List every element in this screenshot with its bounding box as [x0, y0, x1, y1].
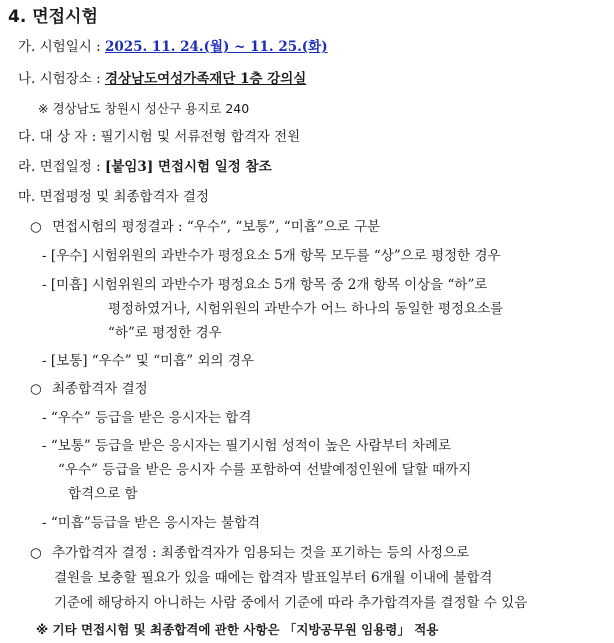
- item-ga-label: 시험일시 :: [39, 39, 101, 55]
- sub1-dash-excellent: - [우수] 시험위원의 과반수가 평정요소 5개 항목 모두를 “상”으로 평정한 경우: [42, 248, 501, 264]
- item-da-label: 대 상 자 :: [39, 129, 97, 145]
- item-ra-marker: 라.: [18, 159, 36, 175]
- sub3-line1: [30, 544, 469, 562]
- sub1: [30, 218, 380, 236]
- item-da-marker: 다.: [18, 129, 36, 145]
- circle-bullet-icon: ○: [30, 545, 42, 561]
- item-da: [18, 128, 300, 146]
- sub2-dash-normal-line3: 합격으로 함: [68, 486, 138, 502]
- sub3-text-line3: 기준에 해당하지 아니하는 사람 중에서 기준에 따라 추가합격자를 결정할 수 있음: [54, 595, 528, 611]
- sub2-text: 최종합격자 결정: [52, 381, 148, 397]
- sub1-dash-poor-line2: 평정하였거나, 시험위원의 과반수가 어느 하나의 동일한 평정요소를: [108, 301, 504, 317]
- sub3-text-line1: 추가합격자 결정 : 최종합격자가 임용되는 것을 포기하는 등의 사정으로: [52, 545, 470, 561]
- exam-venue: 경상남도여성가족재단 1층 강의실: [104, 71, 307, 87]
- item-da-value: 필기시험 및 서류전형 합격자 전원: [100, 129, 301, 145]
- item-ma-marker: 마.: [18, 189, 36, 205]
- sub2-dash-excellent: - “우수” 등급을 받은 응시자는 합격: [42, 410, 252, 426]
- item-na-marker: 나.: [18, 71, 36, 87]
- exam-date: 2025. 11. 24.(월) ~ 11. 25.(화): [104, 39, 328, 55]
- venue-address-note: ※ 경상남도 창원시 성산구 용지로 240: [38, 101, 250, 116]
- sub2-dash-poor: - “미흡”등급을 받은 응시자는 불합격: [42, 515, 261, 531]
- sub2-dash-normal-line1: - “보통” 등급을 받은 응시자는 필기시험 성적이 높은 사람부터 차례로: [42, 438, 452, 454]
- item-ra: [18, 158, 272, 176]
- sub2: [30, 380, 148, 398]
- sub1-dash-poor-line1: - [미흡] 시험위원의 과반수가 평정요소 5개 항목 중 2개 항목 이상을 “하”로: [42, 277, 488, 293]
- item-na-label: 시험장소 :: [39, 71, 101, 87]
- section-title: 4. 면접시험: [8, 7, 98, 27]
- item-ga: [18, 38, 328, 56]
- sub1-dash-normal: - [보통] “우수” 및 “미흡” 외의 경우: [42, 353, 254, 369]
- footer-note: ※ 기타 면접시험 및 최종합격에 관한 사항은 「지방공무원 임용령」 적용: [36, 622, 439, 637]
- item-ma-label: 면접평정 및 최종합격자 결정: [39, 189, 210, 205]
- circle-bullet-icon: ○: [30, 219, 42, 235]
- item-ra-label: 면접일정 :: [39, 159, 101, 175]
- sub2-dash-normal-line2: “우수” 등급을 받은 응시자 수를 포함하여 선발예정인원에 달할 때까지: [58, 462, 472, 478]
- item-ra-value: [붙임3] 면접시험 일정 참조: [104, 159, 272, 175]
- item-ga-marker: 가.: [18, 39, 36, 55]
- sub1-text: 면접시험의 평정결과 : “우수”, “보통”, “미흡”으로 구분: [52, 219, 381, 235]
- item-na: [18, 70, 306, 88]
- sub3-text-line2: 결원을 보충할 필요가 있을 때에는 합격자 발표일부터 6개월 이내에 불합격: [54, 570, 493, 586]
- circle-bullet-icon: ○: [30, 381, 42, 397]
- sub1-dash-poor-line3: “하”로 평정한 경우: [108, 325, 222, 341]
- item-ma: [18, 188, 209, 206]
